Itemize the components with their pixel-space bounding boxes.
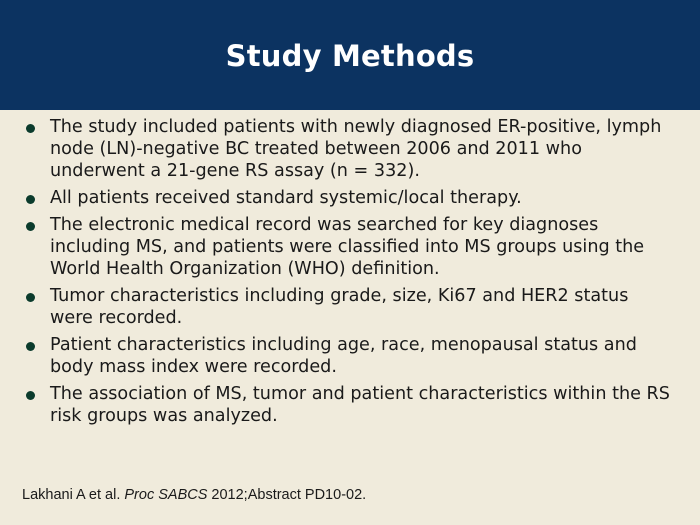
bullet-item	[0, 334, 700, 378]
bullet-item	[0, 116, 700, 182]
citation-details: 2012;Abstract PD10-02.	[207, 487, 367, 503]
slide-title: Study Methods	[225, 39, 475, 73]
bullet-text: Patient characteristics including age, race, menopausal status and body mass index were recorded.	[50, 335, 637, 377]
citation-journal: Proc SABCS	[124, 487, 208, 503]
bullet-text: The electronic medical record was searched for key diagnoses including MS, and patients were classified into MS groups using the World Health Organization (WHO) definition.	[50, 215, 645, 279]
bullet-text: All patients received standard systemic/local therapy.	[50, 188, 522, 208]
title-bar	[0, 0, 700, 110]
bullet-dot-icon	[26, 391, 35, 400]
bullet-dot-icon	[26, 293, 35, 302]
bullet-text: Tumor characteristics including grade, size, Ki67 and HER2 status were recorded.	[50, 286, 629, 328]
bullet-item	[0, 383, 700, 427]
bullet-dot-icon	[26, 222, 35, 231]
bullet-text: The study included patients with newly diagnosed ER-positive, lymph node (LN)-negative BC treated between 2006 and 2011 who underwent a 21-gene RS assay (n = 332).	[50, 117, 662, 181]
bullet-dot-icon	[26, 195, 35, 204]
bullet-item	[0, 214, 700, 280]
bullet-text: The association of MS, tumor and patient characteristics within the RS risk groups was analyzed.	[50, 384, 670, 426]
bullet-item	[0, 187, 700, 209]
bullet-dot-icon	[26, 342, 35, 351]
citation	[22, 487, 366, 503]
bullet-item	[0, 285, 700, 329]
bullet-list	[0, 116, 700, 432]
citation-authors: Lakhani A et al.	[22, 487, 125, 503]
bullet-dot-icon	[26, 124, 35, 133]
